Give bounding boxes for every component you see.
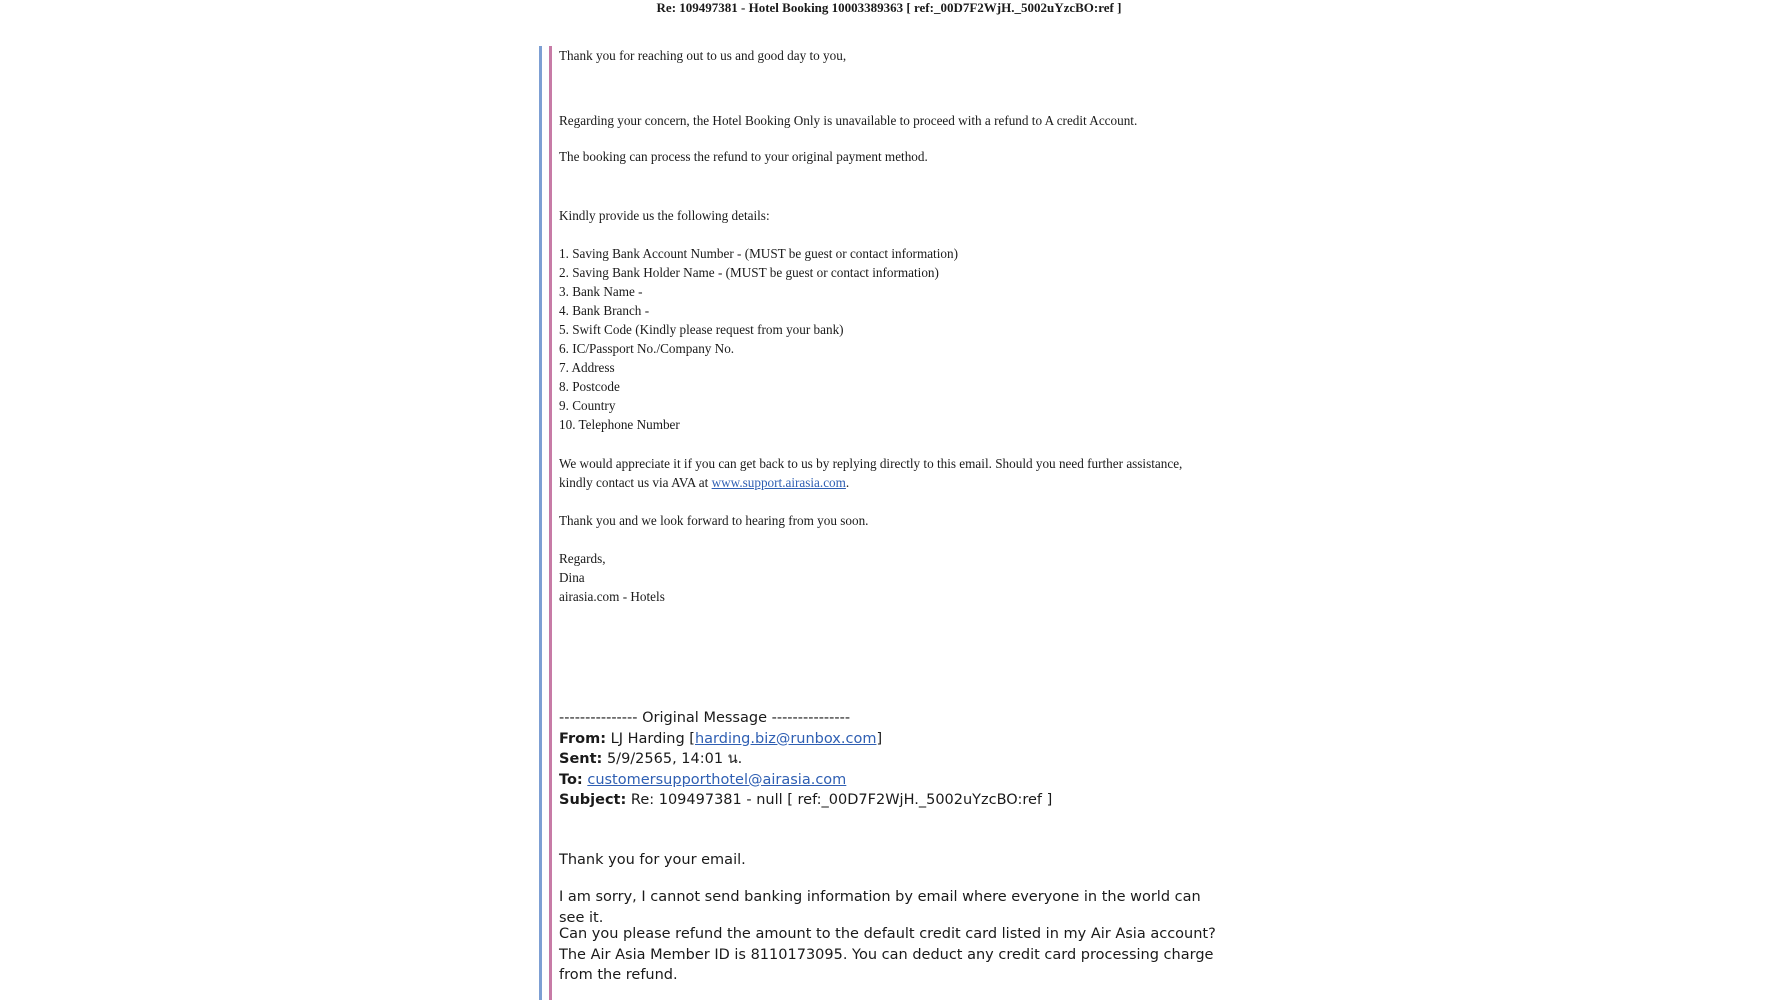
reply-greeting: Thank you for reaching out to us and good day to you, (559, 48, 847, 63)
details-list (559, 244, 1219, 434)
original-sent: Sent: 5/9/2565, 14:01 น. (559, 751, 743, 767)
list-item: 5. Swift Code (Kindly please request from your bank) (559, 322, 844, 337)
reply-appreciate: We would appreciate it if you can get back to us by replying directly to this email. Should you need further assistance, kindly contact us via AVA at www.support.airasia.com. (559, 456, 1183, 490)
reply-provide-intro: Kindly provide us the following details: (559, 208, 770, 223)
quote-bar-pink (549, 46, 552, 1000)
original-header (559, 708, 1219, 811)
list-item: 2. Saving Bank Holder Name - (MUST be guest or contact information) (559, 265, 939, 280)
email-subject-header: Re: 109497381 - Hotel Booking 10003389363 [ ref:_00D7F2WjH._5002uYzcBO:ref ] (656, 0, 1122, 15)
list-item: 3. Bank Name - (559, 284, 643, 299)
list-item: 9. Country (559, 398, 616, 413)
list-item: 7. Address (559, 360, 615, 375)
to-email-link[interactable]: customersupporthotel@airasia.com (587, 771, 847, 788)
list-item: 8. Postcode (559, 379, 620, 394)
list-item: 4. Bank Branch - (559, 303, 650, 318)
original-request: Can you please refund the amount to the default credit card listed in my Air Asia account? The Air Asia Member ID is 8110173095. You can deduct any credit card processing charge from the refund. (559, 926, 1216, 983)
original-divider: --------------- Original Message --------------- (559, 710, 851, 726)
reply-signature: Regards, Dina airasia.com - Hotels (559, 551, 665, 604)
reply-process: The booking can process the refund to your original payment method. (559, 149, 928, 164)
support-link[interactable]: www.support.airasia.com (711, 475, 846, 490)
from-email-link[interactable]: harding.biz@runbox.com (694, 730, 877, 747)
list-item: 10. Telephone Number (559, 417, 680, 432)
original-subject: Subject: Re: 109497381 - null [ ref:_00D7F2WjH._5002uYzcBO:ref ] (559, 792, 1053, 808)
list-item: 6. IC/Passport No./Company No. (559, 341, 735, 356)
original-thanks: Thank you for your email. (559, 852, 746, 868)
quote-bar-blue (539, 46, 542, 1000)
original-sorry: I am sorry, I cannot send banking information by email where everyone in the world can see it. (559, 889, 1201, 926)
reply-thanks: Thank you and we look forward to hearing from you soon. (559, 513, 869, 528)
original-from: From: LJ Harding [harding.biz@runbox.com] (559, 730, 883, 747)
list-item: 1. Saving Bank Account Number - (MUST be guest or contact information) (559, 246, 958, 261)
original-to: To: customersupporthotel@airasia.com (559, 771, 847, 788)
reply-concern: Regarding your concern, the Hotel Booking Only is unavailable to proceed with a refund to A credit Account. (559, 113, 1138, 128)
